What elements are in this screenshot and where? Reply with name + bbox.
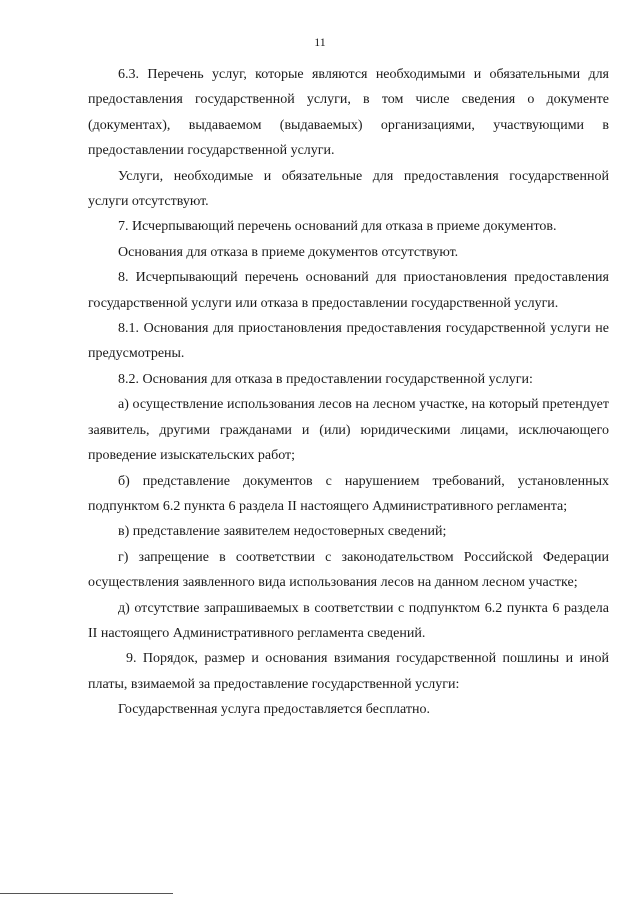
paragraph-7: 7. Исчерпывающий перечень оснований для отказа в приеме документов. xyxy=(118,219,557,235)
paragraph-grounds-absent: Основания для отказа в приеме документов отсутствуют. xyxy=(118,244,459,260)
paragraph-6-3: 6.3. Перечень услуг, которые являются необходимыми и обязательными для предоставления государственной услуги, в том числе сведения о документе (документах), выдаваемом (выдаваемых) организациями, участвующими в предоставлении государственной услуги. xyxy=(88,67,609,159)
paragraph-8-2: 8.2. Основания для отказа в предоставлении государственной услуги: xyxy=(118,371,533,387)
document-body xyxy=(88,62,609,723)
paragraph-free-of-charge: Государственная услуга предоставляется бесплатно. xyxy=(118,702,430,718)
paragraph-8-1: 8.1. Основания для приостановления предоставления государственной услуги не предусмотрены. xyxy=(88,321,609,362)
paragraph-8: 8. Исчерпывающий перечень оснований для приостановления предоставления государственной услуги или отказа в предоставлении государственной услуги. xyxy=(88,270,609,311)
paragraph-services-absent: Услуги, необходимые и обязательные для предоставления государственной услуги отсутствуют. xyxy=(88,168,609,210)
page-number: 11 xyxy=(314,35,326,49)
paragraph-9: 9. Порядок, размер и основания взимания государственной пошлины и иной платы, взимаемой за предоставление государственной услуги: xyxy=(88,651,609,692)
list-item-b: б) представление документов с нарушением требований, установленных подпунктом 6.2 пункта 6 раздела II настоящего Административного регламента; xyxy=(88,473,609,514)
footnote-divider xyxy=(0,893,173,894)
list-item-a: а) осуществление использования лесов на лесном участке, на который претендует заявитель, другими гражданами и (или) юридическими лицами, исключающего проведение изыскательских работ; xyxy=(88,397,609,464)
list-item-d: д) отсутствие запрашиваемых в соответствии с подпунктом 6.2 пункта 6 раздела II настоящего Административного регламента сведений. xyxy=(88,600,609,641)
list-item-v: в) представление заявителем недостоверных сведений; xyxy=(118,524,447,540)
list-item-g: г) запрещение в соответствии с законодательством Российской Федерации осуществления заявленного вида использования лесов на данном лесном участке; xyxy=(88,549,609,591)
